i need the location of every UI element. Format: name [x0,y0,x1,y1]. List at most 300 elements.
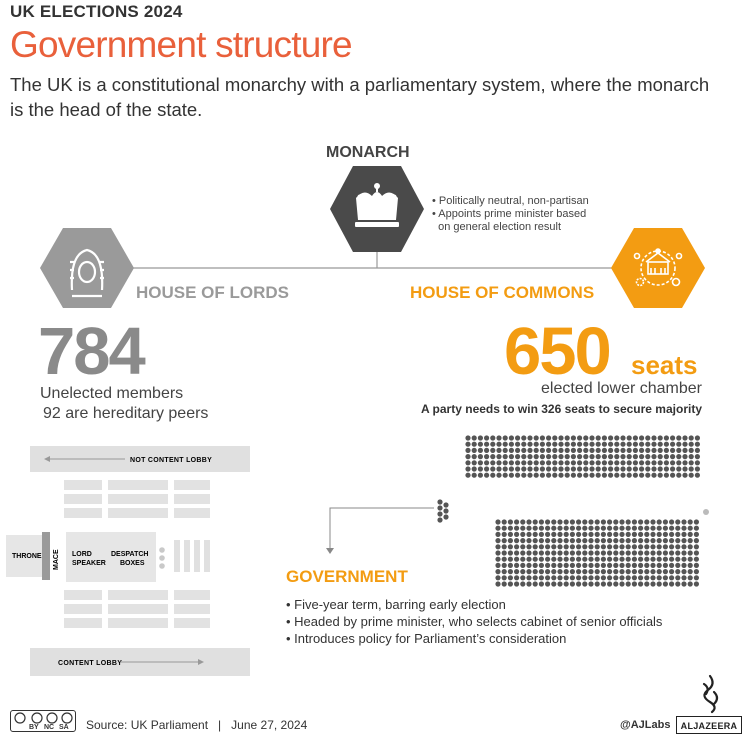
seat-dot [571,466,576,471]
seat-dot [496,473,501,478]
seat-dot [502,550,507,555]
seat-dot [608,442,613,447]
seat-dot [613,550,618,555]
commons-unit: seats [631,350,698,380]
seat-dot [596,473,601,478]
seat-dot [520,557,525,562]
seat-dot [619,544,624,549]
seat-dot [670,442,675,447]
lord-speaker-label-1: LORD [72,551,92,558]
seat-dot [571,460,576,465]
seat-dot [551,575,556,580]
lords-label: HOUSE OF LORDS [136,283,290,302]
creative-commons-badge [10,710,76,732]
source-line: Source: UK Parliament | June 27, 2024 [86,718,308,732]
seat-dot [472,435,477,440]
seat-dot [520,526,525,531]
seat-dot [503,454,508,459]
seat-dot [552,460,557,465]
seat-dot [551,563,556,568]
seat-dot [496,442,501,447]
seat-dot [681,544,686,549]
seat-dot [588,532,593,537]
seat-dot [658,442,663,447]
seat-dot [608,435,613,440]
seat-dot [582,538,587,543]
seat-dot [565,473,570,478]
seat-dot [527,460,532,465]
seat-dot [694,581,699,586]
seat-dot [607,526,612,531]
seat-dot [601,557,606,562]
seat-dot [545,538,550,543]
seat-dot [576,550,581,555]
seat-dot [558,442,563,447]
seat-dot [620,448,625,453]
seat-dot [595,532,600,537]
seat-dot [540,454,545,459]
seat-dot [495,538,500,543]
seat-dot [651,460,656,465]
seat-dot [478,435,483,440]
seat-dot [503,466,508,471]
seat-dot [564,532,569,537]
seat-dot [583,454,588,459]
seat-dot [490,435,495,440]
seat-dot [657,575,662,580]
seat-dot [681,569,686,574]
page-title: Government structure [10,24,352,65]
seat-dot [627,435,632,440]
seat-dot [681,532,686,537]
seat-dot [514,557,519,562]
seat-dot [534,454,539,459]
seat-dot [588,544,593,549]
seat-dot [664,448,669,453]
seat-dot [545,581,550,586]
seat-dot [588,519,593,524]
seat-dot [657,519,662,524]
seat-dot [638,550,643,555]
seat-dot [632,563,637,568]
cc-sa-label: SA [59,724,69,731]
seat-dot [527,448,532,453]
seat-dot [557,569,562,574]
seat-dot [437,505,442,510]
seat-dot [508,550,513,555]
seat-dot [588,538,593,543]
seat-dot [596,460,601,465]
seat-dot [496,448,501,453]
seat-dot [633,466,638,471]
seat-dot [588,563,593,568]
seat-dot [520,575,525,580]
seat-dot [657,538,662,543]
seat-dot [465,454,470,459]
seat-dot [508,538,513,543]
seat-dot [644,563,649,568]
seat-dot [682,435,687,440]
seat-dot [514,581,519,586]
ajlabs-handle: @AJLabs [620,719,671,731]
seat-dot [496,466,501,471]
seat-dot [588,550,593,555]
seat-dot [589,442,594,447]
seat-dot [546,466,551,471]
seat-dot [564,519,569,524]
seat-dot [620,454,625,459]
seat-dot [484,448,489,453]
seat-dot [602,442,607,447]
seat-dot [595,519,600,524]
seat-dot [595,581,600,586]
seat-dot [514,550,519,555]
seat-dot [626,550,631,555]
seat-dot [675,581,680,586]
seat-dot [694,519,699,524]
seat-dot [552,448,557,453]
seat-dot [495,532,500,537]
seat-dot [601,550,606,555]
seat-dot [657,544,662,549]
seat-dot [663,550,668,555]
seat-dot [551,544,556,549]
seat-dot [627,460,632,465]
seat-dot [607,519,612,524]
seat-dot [465,460,470,465]
seat-dot [619,532,624,537]
seat-dot [509,473,514,478]
seat-dot [478,442,483,447]
seat-dot [526,557,531,562]
seat-dot [620,435,625,440]
seat-dot [564,526,569,531]
seat-dot [663,569,668,574]
seat-dot [651,466,656,471]
seat-dot [509,448,514,453]
seat-dot [520,550,525,555]
seat-dot [570,519,575,524]
content-lobby-label: CONTENT LOBBY [58,660,123,667]
seat-dot [576,532,581,537]
seat-dot [632,544,637,549]
seat-dot [682,442,687,447]
seat-dot [546,442,551,447]
seat-dot [613,575,618,580]
seat-dot [577,460,582,465]
seat-dot [514,538,519,543]
seat-dot [627,473,632,478]
seat-dot [639,466,644,471]
seat-dot [626,538,631,543]
seat-dot [669,550,674,555]
seat-dot [689,435,694,440]
seat-dot [626,557,631,562]
seat-dot [681,563,686,568]
seat-dot [558,435,563,440]
seat-dot [601,532,606,537]
seat-dot [657,557,662,562]
seat-dot [650,557,655,562]
seat-dot [546,454,551,459]
seat-dot [669,544,674,549]
seat-dot [571,448,576,453]
seat-dot [545,569,550,574]
seat-dot [595,538,600,543]
mace-label: MACE [53,549,60,570]
seat-dot [540,466,545,471]
seat-dot [508,569,513,574]
seat-dot [644,557,649,562]
seat-dot [688,581,693,586]
seat-dot [620,473,625,478]
seat-dot [478,473,483,478]
seat-dot [614,473,619,478]
seat-dot [620,466,625,471]
seat-dot [509,466,514,471]
seat-dot [564,557,569,562]
seat-dot [601,526,606,531]
seat-dot [658,460,663,465]
seat-dot [658,466,663,471]
seat-dot [589,454,594,459]
seat-dot [552,473,557,478]
seat-dot [638,557,643,562]
seat-dot [633,454,638,459]
seat-dot [588,581,593,586]
seat-dot [533,532,538,537]
seat-dot [520,563,525,568]
seat-dot [619,550,624,555]
seat-dot [670,466,675,471]
seat-dot [608,473,613,478]
seat-dot [664,442,669,447]
seat-dot [675,526,680,531]
seat-dot [695,460,700,465]
seat-dot [650,532,655,537]
seat-dot [576,544,581,549]
seat-dot [533,538,538,543]
seat-dot [682,466,687,471]
seat-dot [490,454,495,459]
seat-dot [613,519,618,524]
seat-dot [533,519,538,524]
page-subtitle: The UK is a constitutional monarchy with a parliamentary system, where the monarch is the head of the state. [10,74,710,120]
seat-dot [558,454,563,459]
seat-dot [602,435,607,440]
seat-dot [533,569,538,574]
seat-dot [644,569,649,574]
seat-dot [695,442,700,447]
seat-dot [619,557,624,562]
seat-dot [670,435,675,440]
seat-dot [508,544,513,549]
seat-dot [689,473,694,478]
seat-dot [588,569,593,574]
seat-dot [557,581,562,586]
commons-line-1: elected lower chamber [541,380,702,397]
aljazeera-brand: ALJAZEERA [676,716,742,734]
seat-dot [526,538,531,543]
seat-dot [557,557,562,562]
seat-dot [557,563,562,568]
seat-dot [508,557,513,562]
seat-dot [657,581,662,586]
seat-dot [645,448,650,453]
government-connector [330,508,434,550]
seat-dot [644,532,649,537]
seat-dot [614,448,619,453]
seat-dot [521,448,526,453]
seat-dot [669,575,674,580]
seat-dot [551,538,556,543]
seat-dot [570,581,575,586]
seat-dot [490,448,495,453]
seat-dot [613,581,618,586]
seat-dot [688,538,693,543]
seat-dot [539,519,544,524]
seat-dot [638,532,643,537]
cc-icons [13,712,73,724]
seat-dot [638,544,643,549]
seat-dot [539,581,544,586]
seat-dot [576,581,581,586]
seat-dot [533,544,538,549]
seat-dot [602,473,607,478]
seat-dot [595,575,600,580]
seat-dot [675,550,680,555]
seat-dot [564,544,569,549]
seat-dot [694,532,699,537]
seat-dot [570,563,575,568]
lords-line-2: 92 are hereditary peers [43,405,209,422]
seat-dot [670,473,675,478]
seat-dot [577,466,582,471]
seat-dot [657,550,662,555]
seat-dot [571,435,576,440]
seat-dot [651,448,656,453]
seat-dot [670,460,675,465]
seat-dot [527,454,532,459]
seat-dot [534,466,539,471]
seat-dot [645,460,650,465]
seat-dot [520,581,525,586]
seat-dot [515,454,520,459]
seat-dot [663,581,668,586]
seat-dot [664,460,669,465]
seat-dot [613,526,618,531]
seat-dot [533,550,538,555]
seat-dot [582,544,587,549]
cc-by-label: BY [29,724,39,731]
seat-dot [651,454,656,459]
seat-dot [663,538,668,543]
seat-dot [613,557,618,562]
seat-dot [545,563,550,568]
seat-dot [657,532,662,537]
seat-dot [437,517,442,522]
seat-dot [619,519,624,524]
seat-dot [508,575,513,580]
seat-dot [502,538,507,543]
seat-dot [663,519,668,524]
seat-dot [570,544,575,549]
seat-dot [644,538,649,543]
seat-dot [658,473,663,478]
government-arrow [326,548,334,554]
seat-dot [520,544,525,549]
seat-dot [644,526,649,531]
seat-dot [695,466,700,471]
seat-dot [527,435,532,440]
seat-dot [545,544,550,549]
seat-dot [545,532,550,537]
seat-dot [570,569,575,574]
seat-dot [539,538,544,543]
seat-dot [614,442,619,447]
seat-dot [602,460,607,465]
seat-dot [472,454,477,459]
seat-dot [478,460,483,465]
seat-dot [675,563,680,568]
seat-dot [589,473,594,478]
seat-dot [533,563,538,568]
seat-dot [694,550,699,555]
seat-dot [669,538,674,543]
seat-dot [540,473,545,478]
seat-dot [539,550,544,555]
seat-dot [583,435,588,440]
seat-dot [589,435,594,440]
seat-dot [551,581,556,586]
seat-dot [694,557,699,562]
seat-dot [502,563,507,568]
seat-dot [472,466,477,471]
seat-dot [658,448,663,453]
seat-dot [557,532,562,537]
seat-dot [675,575,680,580]
seat-dot [495,569,500,574]
seat-dot [545,519,550,524]
seat-dot [613,569,618,574]
seat-dot [495,581,500,586]
seat-dot [571,473,576,478]
seat-dot [675,538,680,543]
seat-dot [570,550,575,555]
seat-dot [658,454,663,459]
seat-dot [669,581,674,586]
seat-dot [639,435,644,440]
seat-dot [632,532,637,537]
seat-dot [669,569,674,574]
seat-dot [601,538,606,543]
seat-dot [694,538,699,543]
seat-dot [633,435,638,440]
seat-dot [657,563,662,568]
seat-dot [496,435,501,440]
seat-dot [557,544,562,549]
seat-dot [608,460,613,465]
seat-dot [545,526,550,531]
seat-dot [508,519,513,524]
seat-dot [681,538,686,543]
seat-dot [650,569,655,574]
seat-dot [509,442,514,447]
seat-dot [627,466,632,471]
seat-dot [589,448,594,453]
seat-dot [472,442,477,447]
seat-dot [515,435,520,440]
